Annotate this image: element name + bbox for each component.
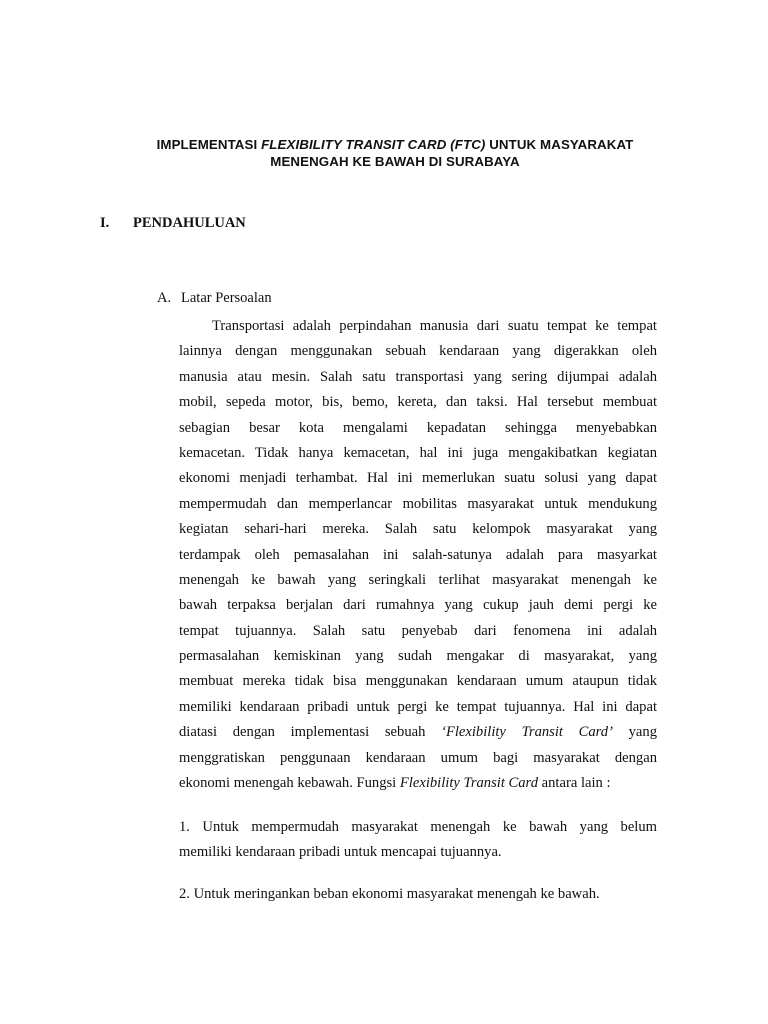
section-label: PENDAHULUAN (133, 215, 246, 231)
list-line: memiliki kendaraan pribadi untuk mencapai tujuannya. (179, 844, 502, 861)
paragraph-line: memiliki kendaraan pribadi untuk pergi ke tempat tujuannya. Hal ini dapat (179, 698, 657, 715)
title-suffix: UNTUK MASYARAKAT (485, 137, 634, 152)
paragraph-line (179, 720, 657, 745)
paragraph-line: kegiatan sehari-hari mereka. Salah satu kelompok masyarakat yang (179, 521, 657, 538)
section-heading (100, 215, 246, 232)
paragraph-line: mobil, sepeda motor, bis, bemo, kereta, dan taksi. Hal tersebut membuat (179, 394, 657, 411)
title-italic: FLEXIBILITY TRANSIT CARD (FTC) (261, 137, 486, 152)
list-line: 2. Untuk meringankan beban ekonomi masyarakat menengah ke bawah. (179, 886, 600, 902)
title-line-1 (157, 137, 634, 152)
paragraph-line: menengah ke bawah yang seringkali terlihat masyarakat menengah ke (179, 571, 657, 588)
paragraph-line: ekonomi menjadi terhambat. Hal ini memerlukan suatu solusi yang dapat (179, 470, 657, 487)
subsection-heading (157, 290, 272, 307)
italic-text: Flexibility Transit Card (399, 775, 538, 792)
paragraph-line: manusia atau mesin. Salah satu transportasi yang sering dijumpai adalah (179, 368, 657, 385)
body-paragraph (179, 314, 657, 796)
title-prefix: IMPLEMENTASI (156, 137, 262, 152)
section-number: I. (100, 215, 110, 231)
line-text: ekonomi menengah kebawah. Fungsi (179, 775, 400, 792)
paragraph-line: terdampak oleh pemasalahan ini salah-satunya adalah para masyarkat (179, 546, 657, 563)
paragraph-line: kemacetan. Tidak hanya kemacetan, hal ini juga mengakibatkan kegiatan (179, 444, 657, 461)
paragraph-line: Transportasi adalah perpindahan manusia dari suatu tempat ke tempat (212, 318, 657, 334)
italic-text: ‘Flexibility Transit Card’ (441, 724, 613, 741)
subsection-label: Latar Persoalan (181, 290, 272, 306)
paragraph-line: membuat mereka tidak bisa menggunakan kendaraan umum ataupun tidak (179, 673, 657, 690)
paragraph-line: sebagian besar kota mengalami kepadatan sehingga menyebabkan (179, 419, 657, 436)
list-item-1 (179, 815, 657, 866)
line-text: antara lain : (538, 775, 611, 792)
line-text: yang (612, 724, 657, 741)
list-item-2 (179, 882, 657, 907)
subsection-letter: A. (157, 290, 172, 306)
paragraph-line: menggratiskan penggunaan kendaraan umum bagi masyarakat dengan (179, 749, 657, 766)
title-line-2: MENENGAH KE BAWAH DI SURABAYA (270, 154, 520, 169)
paragraph-line: bawah terpaksa berjalan dari rumahnya yang cukup jauh demi pergi ke (179, 597, 657, 614)
paragraph-line: lainnya dengan menggunakan sebuah kendaraan yang digerakkan oleh (179, 343, 657, 360)
paragraph-line: tempat tujuannya. Salah satu penyebab dari fenomena ini adalah (179, 622, 657, 639)
paragraph-line (179, 771, 657, 796)
paragraph-line: permasalahan kemiskinan yang sudah mengakar di masyarakat, yang (179, 648, 657, 665)
list-line: 1. Untuk mempermudah masyarakat menengah ke bawah yang belum (179, 819, 657, 835)
line-text: diatasi dengan implementasi sebuah (179, 724, 442, 741)
document-title (90, 136, 700, 170)
paragraph-line: mempermudah dan memperlancar mobilitas masyarakat untuk mendukung (179, 495, 657, 512)
